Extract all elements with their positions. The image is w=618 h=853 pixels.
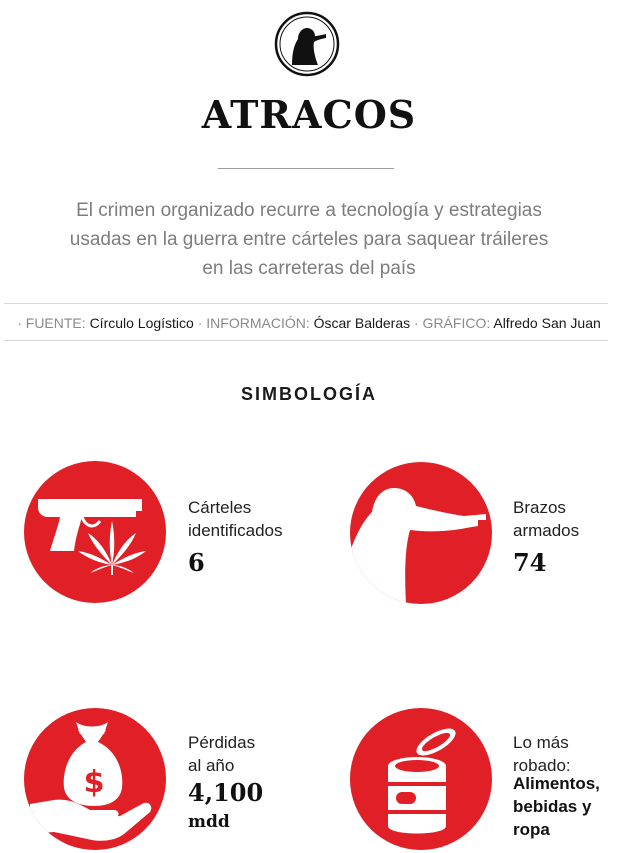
legend-label (188, 496, 283, 542)
legend-value: 4,100 (188, 778, 264, 807)
legend-label-line: al año (188, 756, 235, 775)
legend-label-line: robado: (513, 756, 571, 775)
legend-title: SIMBOLOGÍA (241, 384, 377, 404)
open-can-icon (350, 708, 492, 850)
legend-unit: mdd (188, 812, 230, 832)
credit-graphic-label: · GRÁFICO: (414, 315, 491, 331)
legend-highlight-line: bebidas y (513, 797, 592, 816)
credit-source-label: · FUENTE: (17, 315, 86, 331)
subtitle-line: El crimen organizado recurre a tecnología y estrategias (76, 200, 542, 221)
legend-label-line: Cárteles (188, 498, 252, 517)
gunman-silhouette-icon (274, 11, 340, 77)
page-title: ATRACOS (201, 92, 417, 137)
legend-label-line: armados (513, 521, 580, 540)
legend-label (513, 496, 579, 542)
armed-person-icon (350, 462, 492, 604)
legend-label-line: identificados (188, 521, 283, 540)
credit-info-label: · INFORMACIÓN: (197, 315, 310, 331)
credit-graphic-value: Alfredo San Juan (493, 315, 601, 331)
credits-line (0, 315, 618, 331)
legend-highlight-line: ropa (513, 820, 550, 839)
legend-label (188, 731, 255, 777)
legend-highlight (513, 772, 600, 841)
legend-label-line: Pérdidas (188, 733, 256, 752)
subtitle-line: usadas en la guerra entre cárteles para saquear tráileres (69, 229, 549, 250)
legend-highlight-line: Alimentos, (513, 774, 600, 793)
legend-label-line: Lo más (513, 733, 569, 752)
credits-bottom-rule (4, 340, 608, 341)
subtitle (40, 196, 578, 283)
legend-value: 74 (513, 548, 547, 577)
legend-label (513, 731, 571, 777)
money-bag-hand-icon (24, 708, 166, 850)
svg-text:$: $ (83, 765, 105, 800)
subtitle-line: en las carreteras del país (202, 258, 416, 279)
gun-and-marijuana-icon (24, 461, 166, 603)
legend-label-line: Brazos (513, 498, 566, 517)
credit-info-value: Óscar Balderas (313, 315, 411, 331)
title-divider (218, 168, 394, 169)
legend-value: 6 (188, 548, 205, 577)
credit-source-value: Círculo Logístico (89, 315, 194, 331)
credits-top-rule (4, 303, 608, 304)
